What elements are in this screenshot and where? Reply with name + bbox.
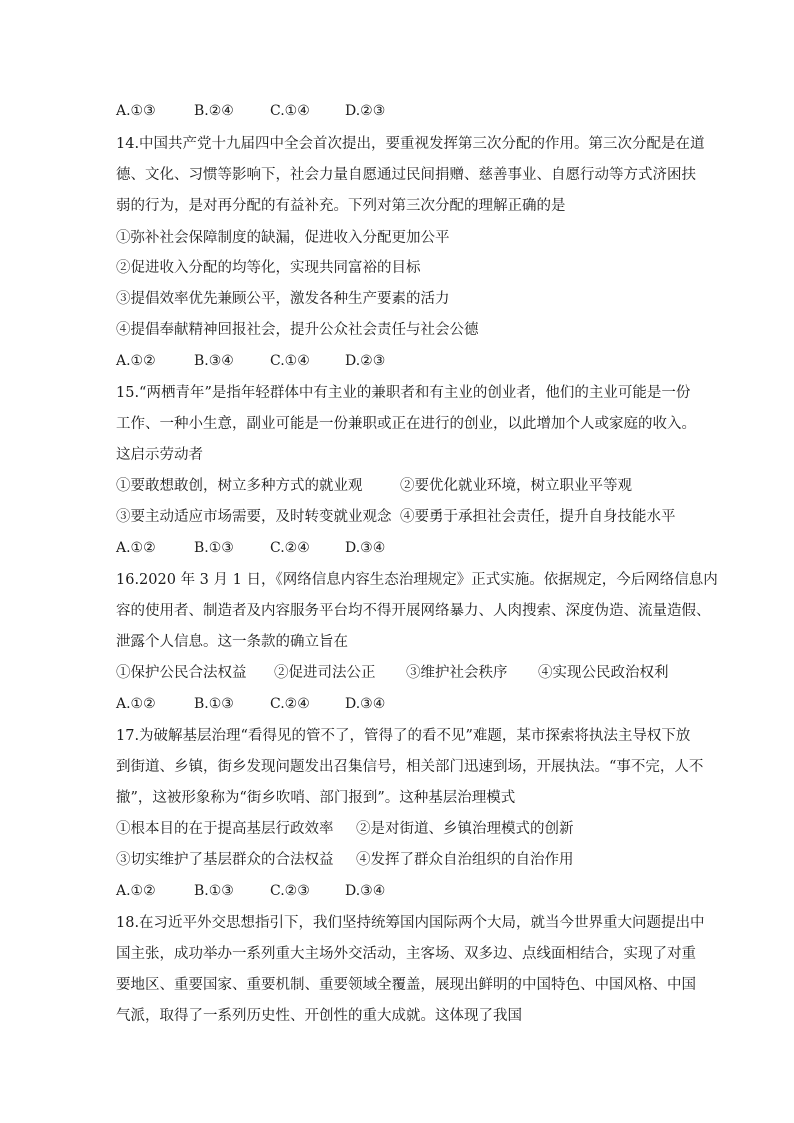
q17-options <box>116 881 405 901</box>
option-b: B.①③ <box>194 696 234 712</box>
option-d: D.②③ <box>345 353 386 369</box>
q14-item-2: ②促进收入分配的均等化，实现共同富裕的目标 <box>116 260 421 276</box>
q14-item-1: ①弥补社会保障制度的缺漏，促进收入分配更加公平 <box>116 230 450 246</box>
q17-stem-line: 到街道、乡镇，街乡发现问题发出召集信号，相关部门迅速到场，开展执法。“事不完，人不 <box>116 759 704 775</box>
question-13-options <box>116 101 405 121</box>
option-a: A.①② <box>116 540 156 556</box>
option-b: B.①③ <box>194 883 234 899</box>
q16-items-row <box>116 663 669 683</box>
q15-item-1: ①要敢想敢创，树立多种方式的就业观 <box>116 478 363 494</box>
option-b: B.③④ <box>194 353 234 369</box>
q15-item-4: ④要勇于承担社会责任，提升自身技能水平 <box>400 509 676 525</box>
q16-item-4: ④实现公民政治权利 <box>538 665 669 681</box>
option-a: A.①② <box>116 353 156 369</box>
q14-item-3: ③提倡效率优先兼顾公平，激发各种生产要素的活力 <box>116 291 450 307</box>
q17-item-4: ④发挥了群众自治组织的自治作用 <box>356 852 574 868</box>
q17-item-3: ③切实维护了基层群众的合法权益 <box>116 852 334 868</box>
option-c: C.②④ <box>270 540 310 556</box>
option-a: A.①② <box>116 696 156 712</box>
q18-stem-line: 气派，取得了一系列历史性、开创性的重大成就。这体现了我国 <box>116 1008 522 1024</box>
q16-item-3: ③维护社会秩序 <box>406 665 508 681</box>
q15-item-3: ③要主动适应市场需要，及时转变就业观念 <box>116 509 392 525</box>
q15-stem-line: 工作、一种小生意，副业可能是一份兼职或正在进行的创业，以此增加个人或家庭的收入。 <box>116 416 696 432</box>
q17-item-2: ②是对街道、乡镇治理模式的创新 <box>356 821 574 837</box>
q15-items-row-1 <box>116 476 632 496</box>
q14-item-4: ④提倡奉献精神回报社会，提升公众社会责任与社会公德 <box>116 322 479 338</box>
option-a: A.①③ <box>116 103 156 119</box>
option-c: C.②③ <box>270 883 310 899</box>
q16-item-2: ②促进司法公正 <box>274 665 376 681</box>
q17-items-row-2 <box>116 850 574 870</box>
q17-items-row-1 <box>116 819 574 839</box>
option-c: C.①④ <box>270 103 310 119</box>
q17-item-1: ①根本目的在于提高基层行政效率 <box>116 821 334 837</box>
option-b: B.②④ <box>194 103 234 119</box>
option-b: B.①③ <box>194 540 234 556</box>
q17-stem-line: 撤”，这被形象称为“街乡吹哨、部门报到”。这种基层治理模式 <box>116 790 516 806</box>
q18-stem-line: 国主张，成功举办一系列重大主场外交活动，主客场、双多边、点线面相结合，实现了对重 <box>116 946 696 962</box>
q16-item-1: ①保护公民合法权益 <box>116 665 247 681</box>
q18-stem-line: 要地区、重要国家、重要机制、重要领域全覆盖，展现出鲜明的中国特色、中国风格、中国 <box>116 977 696 993</box>
q14-stem-line: 14.中国共产党十九届四中全会首次提出，要重视发挥第三次分配的作用。第三次分配是在道 <box>116 136 705 152</box>
q15-options <box>116 538 405 558</box>
q15-items-row-2 <box>116 507 676 527</box>
option-d: D.③④ <box>345 696 386 712</box>
option-c: C.①④ <box>270 353 310 369</box>
q16-stem-line: 泄露个人信息。这一条款的确立旨在 <box>116 634 348 650</box>
option-d: D.③④ <box>345 883 386 899</box>
q16-stem-line: 16.2020 年 3 月 1 日，《网络信息内容生态治理规定》正式实施。依据规定，今后网络信息内 <box>116 572 718 588</box>
option-d: D.②③ <box>345 103 386 119</box>
q18-stem-line: 18.在习近平外交思想指引下，我们坚持统筹国内国际两个大局，就当今世界重大问题提出中 <box>116 915 705 931</box>
option-c: C.②④ <box>270 696 310 712</box>
option-a: A.①② <box>116 883 156 899</box>
q14-stem-line: 德、文化、习惯等影响下，社会力量自愿通过民间捐赠、慈善事业、自愿行动等方式济困扶 <box>116 167 696 183</box>
q14-options <box>116 351 405 371</box>
q14-stem-line: 弱的行为，是对再分配的有益补充。下列对第三次分配的理解正确的是 <box>116 198 566 214</box>
option-d: D.③④ <box>345 540 386 556</box>
q16-options <box>116 694 405 714</box>
q15-stem-line: 这启示劳动者 <box>116 447 203 463</box>
q15-stem-line: 15.“两栖青年”是指年轻群体中有主业的兼职者和有主业的创业者，他们的主业可能是一份 <box>116 385 691 401</box>
q17-stem-line: 17.为破解基层治理“看得见的管不了，管得了的看不见”难题，某市探索将执法主导权下放 <box>116 728 691 744</box>
q15-item-2: ②要优化就业环境，树立职业平等观 <box>400 478 632 494</box>
q16-stem-line: 容的使用者、制造者及内容服务平台均不得开展网络暴力、人肉搜索、深度伪造、流量造假、 <box>116 603 711 619</box>
